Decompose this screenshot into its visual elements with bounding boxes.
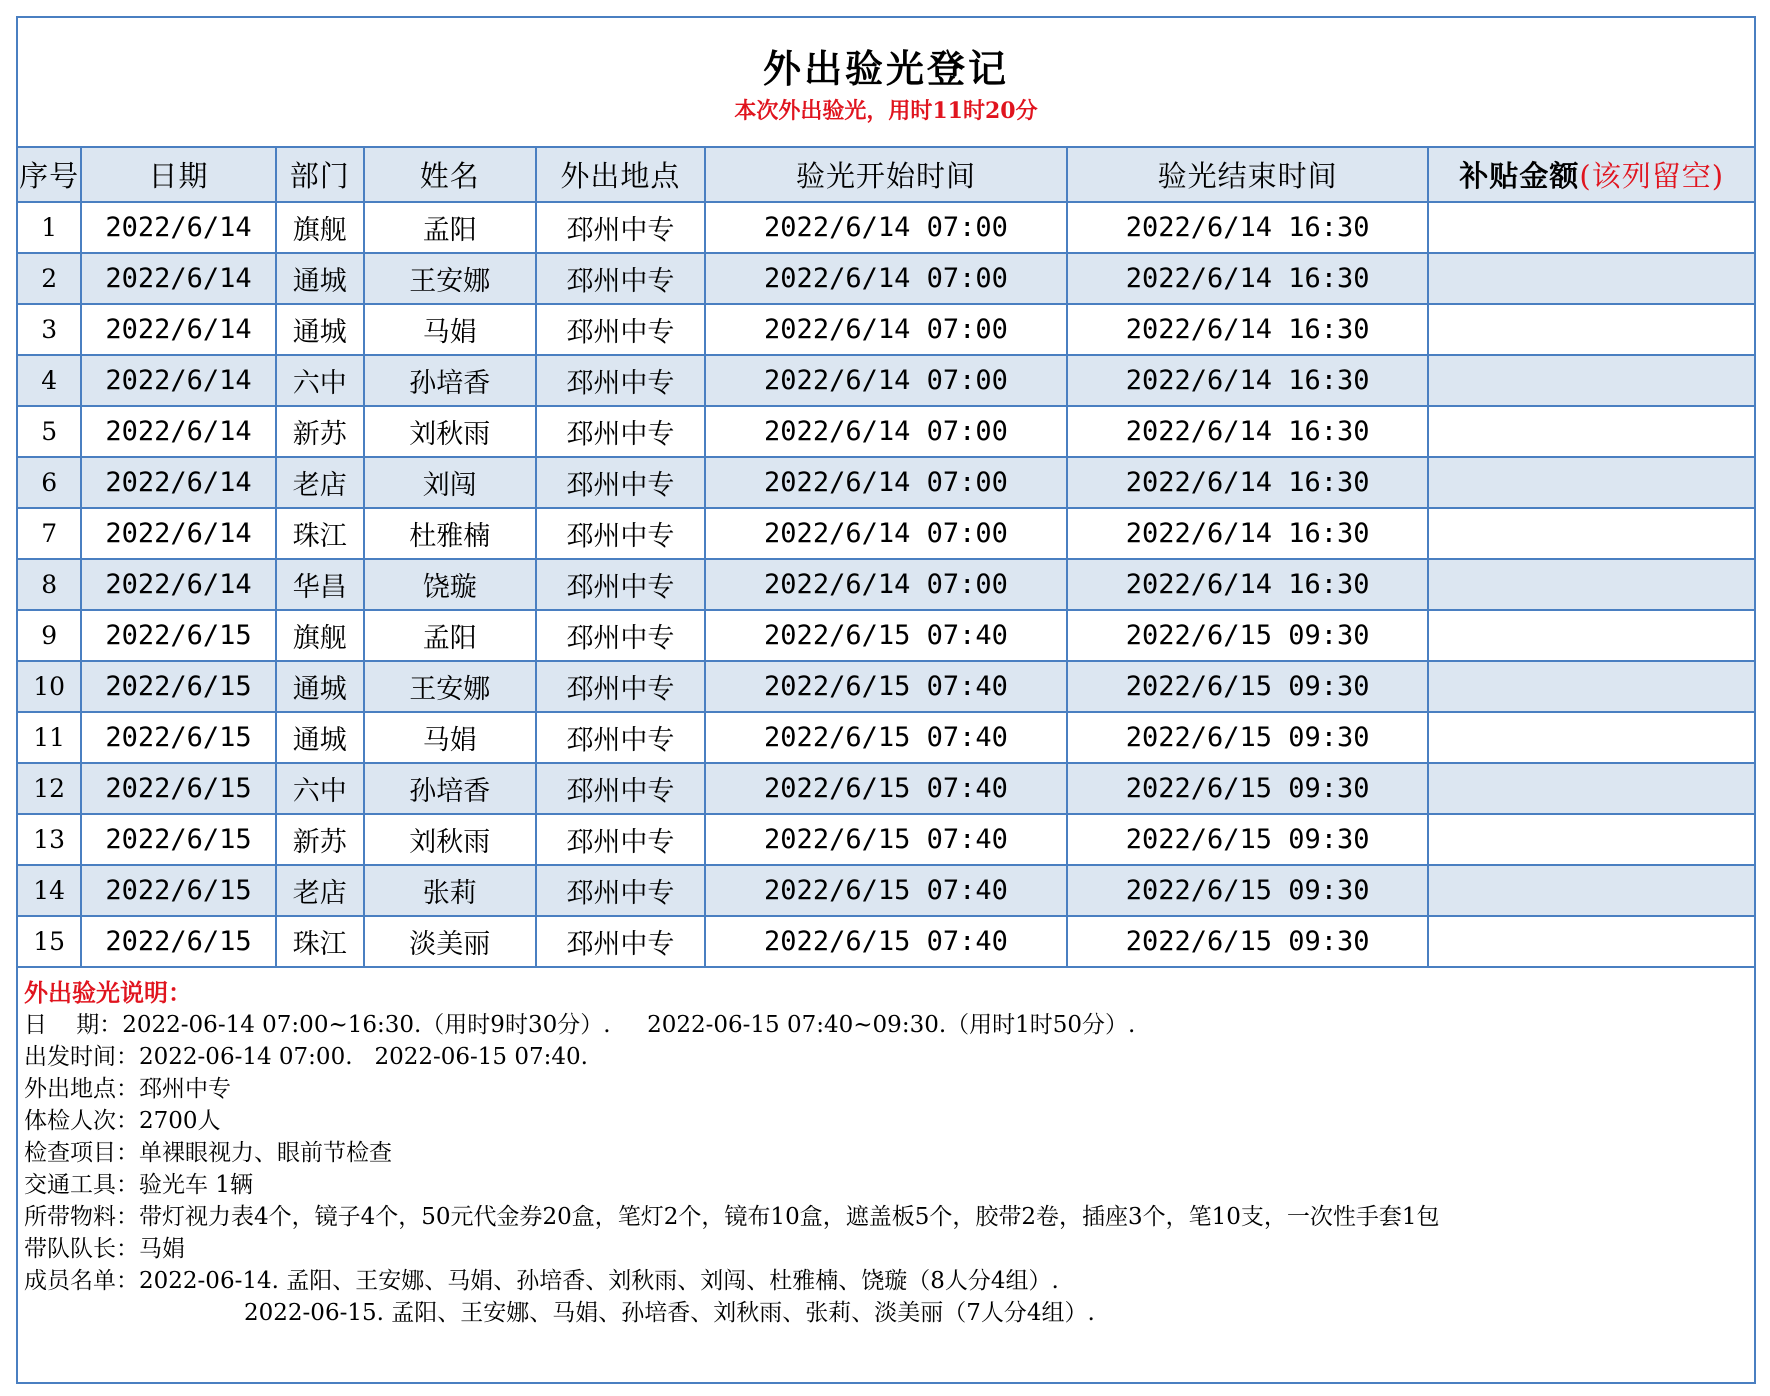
notes-line: 出发时间：2022-06-14 07:00. 2022-06-15 07:40. (24, 1044, 588, 1070)
header-end-time: 验光结束时间 (1067, 148, 1429, 202)
cell-index: 8 (18, 559, 81, 610)
cell-end-time: 2022/6/15 09:30 (1067, 661, 1429, 712)
cell-name: 杜雅楠 (364, 508, 536, 559)
table-row (18, 916, 1754, 967)
notes-line: 成员名单：2022-06-14. 孟阳、王安娜、马娟、孙培香、刘秋雨、刘闯、杜雅楠、饶璇（8人分4组）. (24, 1268, 1059, 1294)
cell-date: 2022/6/15 (81, 610, 275, 661)
cell-index: 11 (18, 712, 81, 763)
cell-name: 刘秋雨 (364, 406, 536, 457)
cell-index: 1 (18, 202, 81, 253)
table-header-row (18, 148, 1754, 202)
cell-subsidy (1428, 763, 1754, 814)
cell-location: 邳州中专 (536, 355, 706, 406)
cell-name: 刘闯 (364, 457, 536, 508)
cell-end-time: 2022/6/14 16:30 (1067, 406, 1429, 457)
table-row (18, 865, 1754, 916)
cell-name: 淡美丽 (364, 916, 536, 967)
cell-start-time: 2022/6/14 07:00 (705, 406, 1067, 457)
notes-line: 体检人次：2700人 (24, 1108, 221, 1134)
cell-date: 2022/6/14 (81, 253, 275, 304)
cell-name: 马娟 (364, 304, 536, 355)
title-block (18, 18, 1754, 148)
header-subsidy-note: (该列留空) (1579, 159, 1725, 193)
page-title: 外出验光登记 (762, 46, 1009, 91)
cell-end-time: 2022/6/15 09:30 (1067, 865, 1429, 916)
cell-start-time: 2022/6/14 07:00 (705, 559, 1067, 610)
duration-subtitle: 本次外出验光，用时11时20分 (734, 98, 1038, 124)
cell-date: 2022/6/15 (81, 916, 275, 967)
cell-location: 邳州中专 (536, 916, 706, 967)
cell-dept: 六中 (276, 763, 364, 814)
cell-date: 2022/6/15 (81, 814, 275, 865)
header-index: 序号 (18, 148, 81, 202)
cell-start-time: 2022/6/15 07:40 (705, 610, 1067, 661)
cell-dept: 新苏 (276, 406, 364, 457)
cell-dept: 通城 (276, 712, 364, 763)
registration-table (18, 148, 1754, 968)
cell-date: 2022/6/14 (81, 457, 275, 508)
cell-end-time: 2022/6/15 09:30 (1067, 712, 1429, 763)
cell-subsidy (1428, 253, 1754, 304)
table-row (18, 661, 1754, 712)
cell-location: 邳州中专 (536, 457, 706, 508)
cell-location: 邳州中专 (536, 712, 706, 763)
cell-date: 2022/6/14 (81, 559, 275, 610)
cell-dept: 老店 (276, 457, 364, 508)
cell-location: 邳州中专 (536, 661, 706, 712)
cell-location: 邳州中专 (536, 253, 706, 304)
header-location: 外出地点 (536, 148, 706, 202)
cell-index: 4 (18, 355, 81, 406)
cell-start-time: 2022/6/15 07:40 (705, 865, 1067, 916)
cell-subsidy (1428, 457, 1754, 508)
table-row (18, 559, 1754, 610)
notes-section (24, 977, 1744, 1329)
cell-dept: 通城 (276, 253, 364, 304)
table-row (18, 712, 1754, 763)
cell-location: 邳州中专 (536, 763, 706, 814)
cell-subsidy (1428, 406, 1754, 457)
cell-location: 邳州中专 (536, 304, 706, 355)
cell-start-time: 2022/6/14 07:00 (705, 202, 1067, 253)
table-row (18, 763, 1754, 814)
cell-end-time: 2022/6/14 16:30 (1067, 202, 1429, 253)
cell-subsidy (1428, 661, 1754, 712)
cell-index: 6 (18, 457, 81, 508)
cell-name: 孟阳 (364, 610, 536, 661)
table-row (18, 253, 1754, 304)
table-row (18, 508, 1754, 559)
cell-location: 邳州中专 (536, 406, 706, 457)
cell-name: 张莉 (364, 865, 536, 916)
cell-start-time: 2022/6/15 07:40 (705, 763, 1067, 814)
cell-name: 孟阳 (364, 202, 536, 253)
cell-subsidy (1428, 304, 1754, 355)
cell-start-time: 2022/6/14 07:00 (705, 457, 1067, 508)
registration-sheet (16, 16, 1756, 1384)
cell-subsidy (1428, 814, 1754, 865)
cell-date: 2022/6/15 (81, 865, 275, 916)
cell-index: 10 (18, 661, 81, 712)
cell-index: 2 (18, 253, 81, 304)
cell-location: 邳州中专 (536, 202, 706, 253)
cell-end-time: 2022/6/14 16:30 (1067, 457, 1429, 508)
cell-end-time: 2022/6/14 16:30 (1067, 355, 1429, 406)
header-subsidy (1428, 148, 1754, 202)
cell-name: 孙培香 (364, 763, 536, 814)
cell-location: 邳州中专 (536, 814, 706, 865)
cell-index: 15 (18, 916, 81, 967)
notes-line: 检查项目：单裸眼视力、眼前节检查 (24, 1140, 392, 1166)
table-row (18, 304, 1754, 355)
cell-start-time: 2022/6/14 07:00 (705, 508, 1067, 559)
cell-subsidy (1428, 559, 1754, 610)
table-row (18, 406, 1754, 457)
cell-end-time: 2022/6/14 16:30 (1067, 508, 1429, 559)
header-dept: 部门 (276, 148, 364, 202)
cell-dept: 华昌 (276, 559, 364, 610)
header-date: 日期 (81, 148, 275, 202)
cell-start-time: 2022/6/15 07:40 (705, 661, 1067, 712)
cell-index: 9 (18, 610, 81, 661)
cell-date: 2022/6/15 (81, 661, 275, 712)
cell-end-time: 2022/6/14 16:30 (1067, 253, 1429, 304)
cell-subsidy (1428, 202, 1754, 253)
cell-subsidy (1428, 712, 1754, 763)
cell-location: 邳州中专 (536, 508, 706, 559)
notes-line: 交通工具：验光车 1辆 (24, 1172, 253, 1198)
cell-dept: 旗舰 (276, 202, 364, 253)
cell-subsidy (1428, 508, 1754, 559)
cell-location: 邳州中专 (536, 610, 706, 661)
notes-line: 所带物料：带灯视力表4个，镜子4个，50元代金券20盒，笔灯2个，镜布10盒，遮盖板5个，胶带2卷，插座3个，笔10支，一次性手套1包 (24, 1204, 1440, 1230)
cell-date: 2022/6/14 (81, 355, 275, 406)
cell-end-time: 2022/6/15 09:30 (1067, 916, 1429, 967)
cell-start-time: 2022/6/15 07:40 (705, 814, 1067, 865)
cell-date: 2022/6/14 (81, 304, 275, 355)
cell-start-time: 2022/6/14 07:00 (705, 253, 1067, 304)
cell-index: 12 (18, 763, 81, 814)
cell-dept: 六中 (276, 355, 364, 406)
cell-date: 2022/6/14 (81, 202, 275, 253)
cell-name: 马娟 (364, 712, 536, 763)
cell-subsidy (1428, 610, 1754, 661)
cell-name: 饶璇 (364, 559, 536, 610)
cell-dept: 新苏 (276, 814, 364, 865)
notes-title: 外出验光说明： (24, 978, 192, 1007)
notes-line: 外出地点：邳州中专 (24, 1076, 231, 1102)
table-row (18, 457, 1754, 508)
notes-line: 带队队长：马娟 (24, 1236, 185, 1262)
cell-name: 王安娜 (364, 253, 536, 304)
cell-dept: 珠江 (276, 508, 364, 559)
cell-date: 2022/6/14 (81, 508, 275, 559)
cell-end-time: 2022/6/14 16:30 (1067, 304, 1429, 355)
cell-dept: 珠江 (276, 916, 364, 967)
cell-date: 2022/6/15 (81, 712, 275, 763)
cell-subsidy (1428, 916, 1754, 967)
table-row (18, 814, 1754, 865)
table-row (18, 202, 1754, 253)
cell-start-time: 2022/6/15 07:40 (705, 916, 1067, 967)
cell-dept: 通城 (276, 304, 364, 355)
header-subsidy-label: 补贴金额 (1459, 159, 1580, 193)
cell-index: 7 (18, 508, 81, 559)
cell-index: 5 (18, 406, 81, 457)
cell-end-time: 2022/6/15 09:30 (1067, 814, 1429, 865)
cell-index: 3 (18, 304, 81, 355)
cell-dept: 旗舰 (276, 610, 364, 661)
header-name: 姓名 (364, 148, 536, 202)
table-row (18, 610, 1754, 661)
table-body (18, 202, 1754, 967)
notes-line: 日 期：2022-06-14 07:00~16:30.（用时9时30分）. 2022-06-15 07:40~09:30.（用时1时50分）. (24, 1012, 1136, 1038)
cell-name: 王安娜 (364, 661, 536, 712)
cell-index: 13 (18, 814, 81, 865)
cell-date: 2022/6/15 (81, 763, 275, 814)
cell-date: 2022/6/14 (81, 406, 275, 457)
table-row (18, 355, 1754, 406)
cell-start-time: 2022/6/14 07:00 (705, 355, 1067, 406)
cell-name: 刘秋雨 (364, 814, 536, 865)
cell-location: 邳州中专 (536, 559, 706, 610)
header-start-time: 验光开始时间 (705, 148, 1067, 202)
cell-end-time: 2022/6/14 16:30 (1067, 559, 1429, 610)
cell-dept: 通城 (276, 661, 364, 712)
cell-index: 14 (18, 865, 81, 916)
cell-subsidy (1428, 355, 1754, 406)
cell-subsidy (1428, 865, 1754, 916)
cell-start-time: 2022/6/14 07:00 (705, 304, 1067, 355)
notes-lines (24, 1009, 1744, 1297)
cell-end-time: 2022/6/15 09:30 (1067, 763, 1429, 814)
cell-start-time: 2022/6/15 07:40 (705, 712, 1067, 763)
cell-dept: 老店 (276, 865, 364, 916)
cell-location: 邳州中专 (536, 865, 706, 916)
cell-end-time: 2022/6/15 09:30 (1067, 610, 1429, 661)
cell-name: 孙培香 (364, 355, 536, 406)
notes-member-line-2: 2022-06-15. 孟阳、王安娜、马娟、孙培香、刘秋雨、张莉、淡美丽（7人分4组）. (244, 1300, 1095, 1326)
